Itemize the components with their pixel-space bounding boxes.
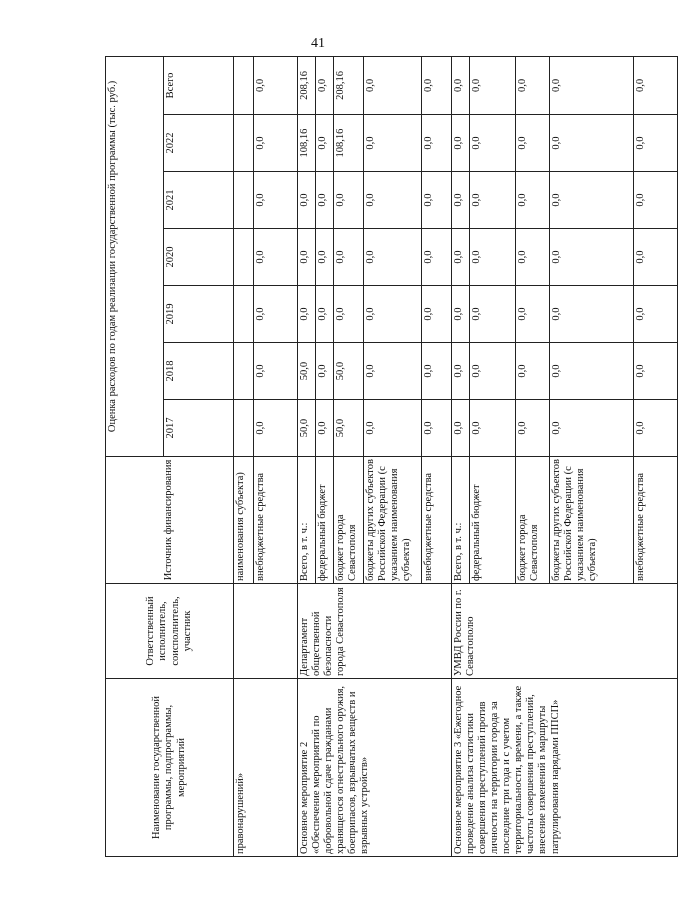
value-cell: 0,0	[550, 343, 634, 400]
value-cell	[234, 286, 254, 343]
value-cell: 0,0	[422, 400, 452, 457]
value-cell: 0,0	[254, 172, 298, 229]
financing-table	[105, 56, 678, 857]
value-cell: 0,0	[516, 172, 550, 229]
executor-cell	[234, 584, 298, 679]
value-cell	[234, 115, 254, 172]
value-cell: 50,0	[298, 400, 316, 457]
source-cell: Всего, в т. ч.:	[452, 457, 470, 584]
value-cell: 0,0	[364, 172, 422, 229]
value-cell: 0,0	[422, 343, 452, 400]
table-row	[452, 56, 470, 856]
program-cell: правонарушений»	[234, 679, 298, 857]
value-cell: 0,0	[470, 172, 516, 229]
rotated-table-container	[105, 57, 646, 857]
header-row	[106, 56, 164, 856]
value-cell: 0,0	[516, 115, 550, 172]
value-cell: 0,0	[364, 286, 422, 343]
source-cell: федеральный бюджет	[316, 457, 334, 584]
header-year: 2019	[164, 286, 234, 343]
value-cell: 0,0	[298, 286, 316, 343]
value-cell: 0,0	[550, 286, 634, 343]
value-cell: 0,0	[470, 56, 516, 114]
value-cell: 0,0	[316, 229, 334, 286]
value-cell	[234, 400, 254, 457]
header-year: 2017	[164, 400, 234, 457]
source-cell: бюджет города Севастополя	[516, 457, 550, 584]
value-cell: 0,0	[452, 56, 470, 114]
value-cell: 0,0	[422, 56, 452, 114]
value-cell: 0,0	[470, 115, 516, 172]
table-row	[234, 56, 254, 856]
value-cell: 0,0	[254, 400, 298, 457]
value-cell: 0,0	[470, 229, 516, 286]
value-cell: 0,0	[364, 56, 422, 114]
value-cell: 0,0	[516, 286, 550, 343]
value-cell: 50,0	[334, 400, 364, 457]
value-cell: 0,0	[334, 229, 364, 286]
value-cell: 0,0	[364, 343, 422, 400]
source-cell: федеральный бюджет	[470, 457, 516, 584]
value-cell: 0,0	[254, 286, 298, 343]
value-cell	[234, 56, 254, 114]
source-cell: внебюджетные средства	[254, 457, 298, 584]
value-cell: 0,0	[516, 400, 550, 457]
value-cell: 0,0	[452, 343, 470, 400]
source-cell: бюджет города Севастополя	[334, 457, 364, 584]
value-cell: 0,0	[298, 229, 316, 286]
value-cell	[234, 229, 254, 286]
value-cell: 0,0	[452, 286, 470, 343]
value-cell: 0,0	[634, 286, 678, 343]
value-cell: 0,0	[634, 56, 678, 114]
executor-cell: УМВД России по г. Севастополю	[452, 584, 678, 679]
value-cell: 0,0	[334, 172, 364, 229]
value-cell: 0,0	[254, 115, 298, 172]
program-cell: Основное мероприятие 3 «Ежегодное проведение анализа статистики совершения преступлений против личности на территории города за последние три года и с учетом территориальности, времени, а также частоты совершения преступлений, внесение изменений в маршруты патрулирования нарядами ППСП»	[452, 679, 678, 857]
executor-cell: Департамент общественной безопасности города Севастополя	[298, 584, 452, 679]
source-cell: Всего, в т. ч.:	[298, 457, 316, 584]
value-cell: 0,0	[364, 229, 422, 286]
source-cell: бюджеты других субъектов Российской Федерации (с указанием наименования субъекта)	[550, 457, 634, 584]
source-cell: внебюджетные средства	[634, 457, 678, 584]
value-cell: 0,0	[634, 343, 678, 400]
value-cell: 0,0	[316, 400, 334, 457]
value-cell: 0,0	[634, 172, 678, 229]
value-cell: 0,0	[316, 343, 334, 400]
value-cell: 0,0	[516, 229, 550, 286]
value-cell: 0,0	[364, 115, 422, 172]
value-cell: 0,0	[316, 56, 334, 114]
value-cell: 0,0	[422, 286, 452, 343]
value-cell: 0,0	[470, 343, 516, 400]
value-cell: 0,0	[470, 286, 516, 343]
value-cell: 208,16	[298, 56, 316, 114]
value-cell: 0,0	[452, 400, 470, 457]
header-executor: Ответственный исполнитель, соисполнитель, участник	[106, 584, 234, 679]
header-year: 2020	[164, 229, 234, 286]
value-cell: 0,0	[316, 115, 334, 172]
header-program: Наименование государственной программы, подпрограммы, мероприятий	[106, 679, 234, 857]
header-year: 2018	[164, 343, 234, 400]
value-cell: 0,0	[254, 343, 298, 400]
header-estimate: Оценка расходов по годам реализации государственной программы (тыс. руб.)	[106, 56, 164, 456]
source-cell: наименования субъекта)	[234, 457, 254, 584]
page-number: 41	[311, 36, 325, 51]
value-cell: 0,0	[316, 286, 334, 343]
header-source: Источник финансирования	[106, 457, 234, 584]
value-cell: 0,0	[316, 172, 334, 229]
header-year: 2022	[164, 115, 234, 172]
value-cell: 0,0	[422, 229, 452, 286]
value-cell: 0,0	[452, 229, 470, 286]
value-cell: 0,0	[422, 115, 452, 172]
value-cell: 0,0	[254, 229, 298, 286]
table-row	[298, 56, 316, 856]
value-cell: 0,0	[334, 286, 364, 343]
header-year: 2021	[164, 172, 234, 229]
program-cell: Основное мероприятие 2 «Обеспечение мероприятий по добровольной сдаче гражданами хранящегося огнестрельного оружия, боеприпасов, взрывчатых веществ и взрывных устройств»	[298, 679, 452, 857]
value-cell: 0,0	[452, 115, 470, 172]
value-cell: 0,0	[634, 229, 678, 286]
value-cell: 0,0	[516, 343, 550, 400]
value-cell: 0,0	[550, 56, 634, 114]
value-cell: 208,16	[334, 56, 364, 114]
source-cell: бюджеты других субъектов Российской Федерации (с указанием наименования субъекта)	[364, 457, 422, 584]
value-cell: 0,0	[550, 172, 634, 229]
value-cell: 108,16	[298, 115, 316, 172]
value-cell: 0,0	[364, 400, 422, 457]
value-cell	[234, 343, 254, 400]
value-cell: 0,0	[634, 115, 678, 172]
source-cell: внебюджетные средства	[422, 457, 452, 584]
value-cell	[234, 172, 254, 229]
value-cell: 0,0	[550, 115, 634, 172]
value-cell: 0,0	[254, 56, 298, 114]
value-cell: 0,0	[550, 400, 634, 457]
value-cell: 0,0	[452, 172, 470, 229]
value-cell: 0,0	[516, 56, 550, 114]
value-cell: 108,16	[334, 115, 364, 172]
header-total: Всего	[164, 56, 234, 114]
value-cell: 0,0	[550, 229, 634, 286]
value-cell: 0,0	[470, 400, 516, 457]
value-cell: 50,0	[334, 343, 364, 400]
value-cell: 0,0	[298, 172, 316, 229]
value-cell: 0,0	[634, 400, 678, 457]
value-cell: 0,0	[422, 172, 452, 229]
value-cell: 50,0	[298, 343, 316, 400]
